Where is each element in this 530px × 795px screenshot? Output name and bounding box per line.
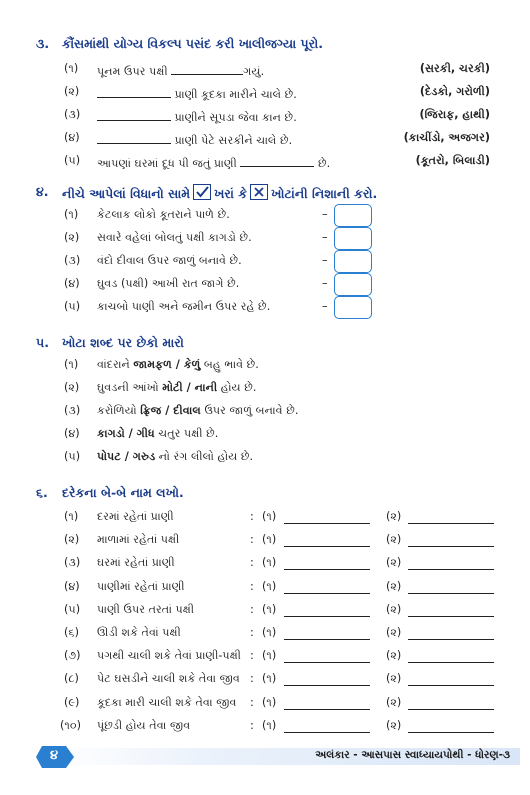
options-text: (દેડકો, ગરોળી) (419, 85, 490, 98)
options-text: (જિરાફ, હાથી) (419, 108, 490, 121)
answer-1-line[interactable] (284, 709, 370, 710)
dash: – (322, 231, 328, 244)
blank-line[interactable] (240, 154, 314, 167)
answer-1-label: (૧) (262, 626, 277, 639)
item-text: ઘરમાં રહેતાં પ્રાણી (97, 556, 175, 570)
tf-item (0, 277, 530, 297)
answer-2-line[interactable] (408, 593, 494, 594)
answer-2-line[interactable] (408, 546, 494, 547)
title-part: ખોટાંની નિશાની કરો. (271, 186, 378, 201)
text-after: નો રંગ લીલો હોય છે. (158, 450, 254, 463)
item-text: કાચબો પાણી અને જમીન ઉપર રહે છે. (97, 300, 271, 313)
text-after: બહુ ભાવે છે. (203, 358, 259, 371)
item-text (97, 154, 330, 171)
item-number: (૨) (64, 533, 80, 547)
item-number: (૧) (64, 358, 79, 371)
colon: : (250, 649, 254, 663)
name-item (0, 510, 530, 530)
item-text: પેટ ઘસડીને ચાલી શકે તેવા જીવ (97, 672, 240, 686)
answer-1-label: (૧) (262, 695, 277, 709)
text-before: કરોળિયો (97, 404, 137, 417)
name-item (0, 649, 530, 669)
name-item (0, 580, 530, 600)
text-after: હોય છે. (220, 381, 257, 394)
answer-1-line[interactable] (284, 593, 370, 594)
options-text: (કાચીંડો, અજગર) (403, 131, 490, 144)
item-text (97, 381, 256, 395)
answer-1-line[interactable] (284, 639, 370, 640)
item-number: (૩) (64, 404, 81, 417)
strike-item (0, 427, 530, 447)
answer-1-line[interactable] (284, 569, 370, 570)
dash: – (322, 208, 328, 221)
colon: : (250, 695, 254, 709)
item-number: (૪) (64, 277, 80, 290)
checkmark-icon (193, 184, 211, 200)
fill-item (0, 62, 530, 82)
word-options[interactable]: કાગડો / ગીધ (97, 427, 155, 440)
item-number: (૧૦) (60, 718, 81, 732)
tf-item (0, 208, 530, 228)
item-number: (૫) (64, 602, 81, 616)
answer-box[interactable] (334, 273, 372, 296)
item-number: (૪) (64, 579, 80, 593)
colon: : (250, 556, 254, 570)
colon: : (250, 579, 254, 593)
item-number: (૩) (64, 108, 81, 121)
name-item (0, 603, 530, 623)
item-text: પાણી ઉપર તરતાં પક્ષી (97, 602, 195, 616)
answer-1-label: (૧) (262, 672, 277, 686)
text-after: ઉપર જાળું બનાવે છે. (204, 404, 299, 417)
text-before: આપણાં ઘરમાં દૂધ પી જતું પ્રાણી (97, 157, 237, 170)
item-text (97, 427, 218, 441)
answer-2-label: (૨) (386, 602, 402, 616)
blank-line[interactable] (97, 131, 171, 144)
item-text (97, 108, 297, 125)
name-item (0, 719, 530, 739)
word-options[interactable]: જામફળ / કેળું (133, 358, 201, 371)
item-text (97, 62, 264, 79)
text-after: ચતુર પક્ષી છે. (158, 427, 219, 440)
item-number: (૧) (64, 208, 79, 221)
answer-1-line[interactable] (284, 685, 370, 686)
item-number: (૪) (64, 427, 80, 440)
answer-2-line[interactable] (408, 732, 494, 733)
answer-1-line[interactable] (284, 546, 370, 547)
answer-2-label: (૨) (386, 649, 402, 663)
item-text: ઘુવડ (પક્ષી) આખી રાત જાગે છે. (97, 277, 240, 290)
fill-item (0, 108, 530, 128)
answer-1-label: (૧) (262, 579, 277, 593)
strike-item (0, 450, 530, 470)
cross-icon (250, 184, 268, 200)
item-number: (૭) (64, 649, 81, 663)
word-options[interactable]: મોટી / નાની (162, 381, 218, 394)
answer-2-label: (૨) (386, 556, 402, 570)
dash: – (322, 277, 328, 290)
item-text (97, 404, 298, 418)
colon: : (250, 626, 254, 639)
answer-1-label: (૧) (262, 510, 277, 523)
item-text: વંદો દીવાલ ઉપર જાળું બનાવે છે. (97, 254, 242, 267)
item-text: ઊડી શકે તેવાં પક્ષી (97, 626, 181, 639)
dash: – (322, 300, 328, 313)
answer-1-label: (૧) (262, 602, 277, 616)
item-text: પૂંછડી હોય તેવા જીવ (97, 718, 191, 732)
item-text: માળામાં રહેતાં પક્ષી (97, 533, 180, 547)
colon: : (250, 510, 254, 523)
answer-2-line[interactable] (408, 709, 494, 710)
name-item (0, 672, 530, 692)
tf-item (0, 300, 530, 320)
word-options[interactable]: ફ્રિજ / દીવાલ (140, 404, 201, 417)
dash: – (322, 254, 328, 267)
answer-2-line[interactable] (408, 662, 494, 663)
answer-box[interactable] (334, 296, 372, 319)
colon: : (250, 533, 254, 547)
answer-1-label: (૧) (262, 718, 277, 732)
section-number: ૩. (36, 36, 50, 51)
answer-box[interactable] (334, 227, 372, 250)
blank-line[interactable] (97, 108, 171, 121)
options-text: (કૂતરો, બિલાડી) (415, 154, 490, 167)
section-number: ૫. (36, 335, 49, 350)
colon: : (250, 672, 254, 686)
item-text: દરમાં રહેતાં પ્રાણી (97, 510, 174, 523)
item-text (97, 85, 297, 102)
fill-item (0, 154, 530, 174)
fill-item (0, 85, 530, 105)
item-number: (૧) (64, 510, 79, 523)
text-before: પૂનમ ઉપર પક્ષી (97, 65, 168, 78)
answer-box[interactable] (334, 250, 372, 273)
answer-2-label: (૨) (386, 533, 402, 547)
section-number: ૪. (36, 184, 49, 199)
fill-item (0, 131, 530, 151)
colon: : (250, 718, 254, 732)
item-number: (૨) (64, 85, 80, 98)
strike-item (0, 381, 530, 401)
item-number: (૧) (64, 62, 79, 75)
name-item (0, 556, 530, 576)
title-part: ખરાં કે (214, 186, 248, 201)
tf-item (0, 231, 530, 251)
item-number: (૨) (64, 381, 80, 394)
item-text: પાણીમાં રહેતાં પ્રાણી (97, 579, 185, 593)
strike-item (0, 358, 530, 378)
word-options[interactable]: પોપટ / ગરુડ (97, 450, 156, 463)
section-title: ખોટા શબ્દ પર છેકો મારો (62, 335, 184, 350)
item-text (97, 450, 253, 464)
item-number: (૩) (64, 254, 81, 267)
answer-2-label: (૨) (386, 579, 402, 593)
answer-2-line[interactable] (408, 616, 494, 617)
answer-1-line[interactable] (284, 662, 370, 663)
section-title: દરેકના બે-બે નામ લખો. (62, 485, 184, 500)
footer-title: અલંકાર - આસપાસ સ્વાધ્યાયપોથી - ધોરણ-૩ (315, 749, 510, 761)
item-text: પગથી ચાલી શકે તેવાં પ્રાણી-પક્ષી (97, 649, 242, 663)
page-number: ૪ (49, 748, 59, 763)
text-after: ગયું. (243, 65, 265, 78)
text-after: પ્રાણી પેટે સરકીને ચાલે છે. (174, 134, 293, 147)
item-number: (૬) (64, 626, 79, 639)
strike-item (0, 404, 530, 424)
colon: : (250, 602, 254, 616)
answer-box[interactable] (334, 204, 372, 227)
answer-2-label: (૨) (386, 672, 402, 686)
answer-1-line[interactable] (284, 523, 370, 524)
item-number: (૫) (64, 300, 81, 313)
item-text: કેટલાક લોકો કૂતરાને પાળે છે. (97, 208, 230, 221)
answer-2-label: (૨) (386, 695, 402, 709)
blank-line[interactable] (97, 85, 171, 98)
options-text: (સરકી, ચરકી) (419, 62, 490, 75)
item-number: (૯) (64, 695, 80, 709)
item-number: (૪) (64, 131, 80, 144)
text-after: પ્રાણીને સૂપડા જેવા કાન છે. (174, 111, 297, 124)
item-text: કૂદકા મારી ચાલી શકે તેવા જીવ (97, 695, 237, 709)
item-number: (૫) (64, 450, 81, 463)
text-after: પ્રાણી કૂદકા મારીને ચાલે છે. (174, 88, 297, 101)
tf-item (0, 254, 530, 274)
item-number: (૩) (64, 556, 81, 570)
text-before: ઘુવડની આંખો (97, 381, 159, 394)
answer-2-label: (૨) (386, 510, 402, 523)
answer-2-label: (૨) (386, 626, 402, 639)
answer-1-line[interactable] (284, 732, 370, 733)
text-after: છે. (318, 157, 331, 170)
answer-1-line[interactable] (284, 616, 370, 617)
item-number: (૫) (64, 154, 81, 167)
name-item (0, 533, 530, 553)
section-number: ૬. (36, 485, 48, 500)
item-text (97, 358, 259, 372)
answer-2-label: (૨) (386, 718, 402, 732)
answer-2-line[interactable] (408, 523, 494, 524)
answer-2-line[interactable] (408, 685, 494, 686)
item-number: (૨) (64, 231, 80, 244)
name-item (0, 626, 530, 646)
answer-2-line[interactable] (408, 569, 494, 570)
blank-line[interactable] (171, 62, 243, 75)
answer-2-line[interactable] (408, 639, 494, 640)
title-part: નીચે આપેલાં વિધાનો સામે (62, 186, 191, 201)
section-title: કૌંસમાંથી યોગ્ય વિકલ્પ પસંદ કરી ખાલીજગ્યા પૂરો. (62, 36, 323, 51)
item-number: (૮) (64, 672, 79, 686)
item-text (97, 131, 292, 148)
name-item (0, 696, 530, 716)
answer-1-label: (૧) (262, 556, 277, 570)
answer-1-label: (૧) (262, 649, 277, 663)
item-text: સવારે વહેલાં બોલતું પક્ષી કાગડો છે. (97, 231, 252, 244)
section-title (62, 184, 377, 202)
text-before: વાંદરાને (97, 358, 130, 371)
answer-1-label: (૧) (262, 533, 277, 547)
